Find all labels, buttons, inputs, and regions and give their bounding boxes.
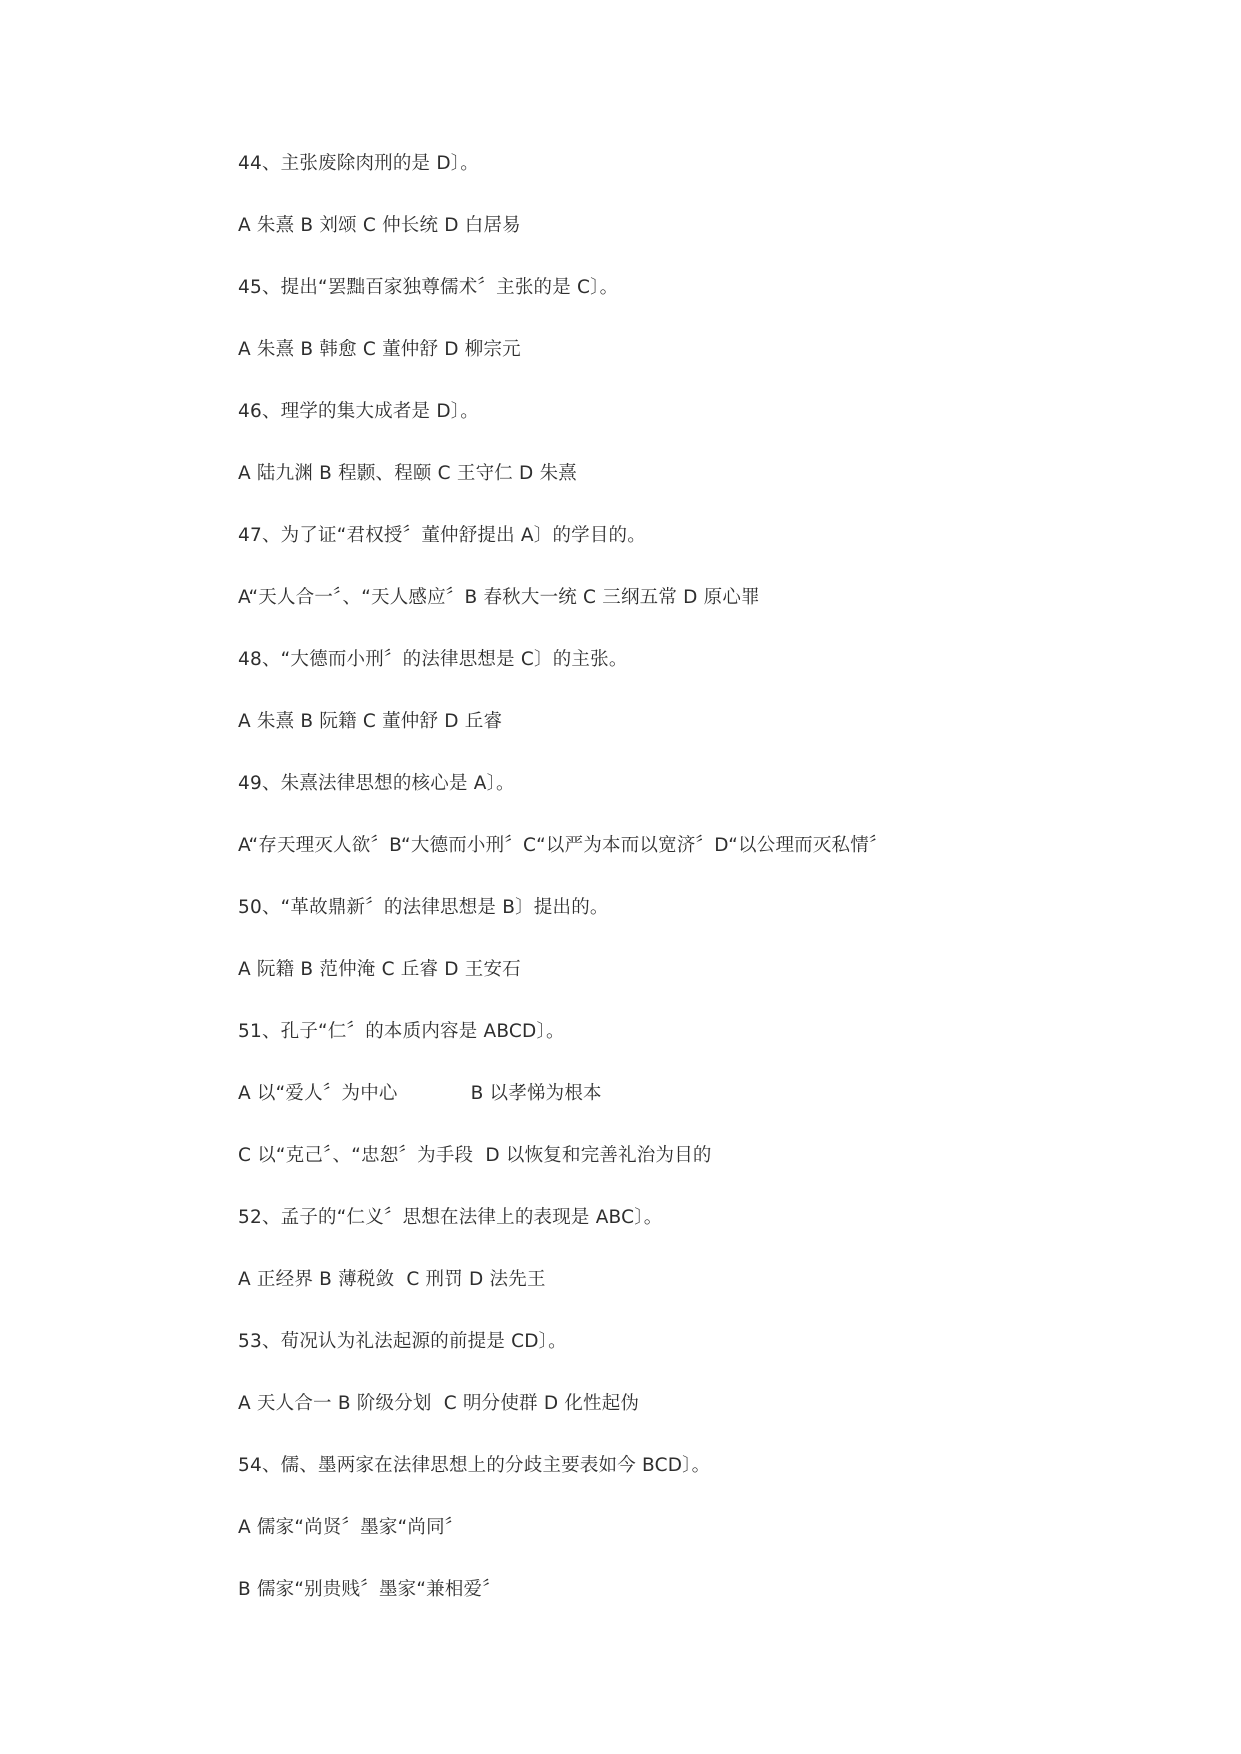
- question-53: 53、荀况认为礼法起源的前提是 CD〕。: [238, 1331, 567, 1352]
- options-50: A 阮籍 B 范仲淹 C 丘睿 D 王安石: [238, 959, 521, 980]
- options-49: A“存天理灭人欲〞B“大德而小刑〞C“以严为本而以宽济〞D“以公理而灭私情〞: [238, 835, 888, 856]
- document-body: [238, 152, 1178, 1640]
- options-53: A 天人合一 B 阶级分划 C 明分使群 D 化性起伪: [238, 1393, 640, 1414]
- question-47: 47、为了证“君权授〞董仲舒提出 A〕的学目的。: [238, 525, 646, 546]
- options-51-ab: A 以“爱人〞为中心 B 以孝悌为根本: [238, 1083, 602, 1104]
- question-48: 48、“大德而小刑〞的法律思想是 C〕的主张。: [238, 649, 628, 670]
- options-44: A 朱熹 B 刘颂 C 仲长统 D 白居易: [238, 215, 521, 236]
- question-51: 51、孔子“仁〞的本质内容是 ABCD〕。: [238, 1021, 565, 1042]
- options-47: A“天人合一〞、“天人感应〞B 春秋大一统 C 三纲五常 D 原心罪: [238, 587, 760, 608]
- question-49: 49、朱熹法律思想的核心是 A〕。: [238, 773, 515, 794]
- question-52: 52、孟子的“仁义〞思想在法律上的表现是 ABC〕。: [238, 1207, 663, 1228]
- options-48: A 朱熹 B 阮籍 C 董仲舒 D 丘睿: [238, 711, 503, 732]
- question-50: 50、“革故鼎新〞的法律思想是 B〕提出的。: [238, 897, 609, 918]
- options-45: A 朱熹 B 韩愈 C 董仲舒 D 柳宗元: [238, 339, 521, 360]
- question-54: 54、儒、墨两家在法律思想上的分歧主要表如今 BCD〕。: [238, 1455, 711, 1476]
- options-51-cd: C 以“克己〞、“忠恕〞为手段 D 以恢复和完善礼治为目的: [238, 1145, 712, 1166]
- options-54-b: B 儒家“别贵贱〞墨家“兼相爱〞: [238, 1579, 501, 1600]
- question-45: 45、提出“罢黜百家独尊儒术〞主张的是 C〕。: [238, 277, 619, 298]
- options-46: A 陆九渊 B 程颢、程颐 C 王守仁 D 朱熹: [238, 463, 577, 484]
- options-54-a: A 儒家“尚贤〞墨家“尚同〞: [238, 1517, 464, 1538]
- question-44: 44、主张废除肉刑的是 D〕。: [238, 153, 479, 174]
- question-46: 46、理学的集大成者是 D〕。: [238, 401, 479, 422]
- options-52: A 正经界 B 薄税敛 C 刑罚 D 法先王: [238, 1269, 546, 1290]
